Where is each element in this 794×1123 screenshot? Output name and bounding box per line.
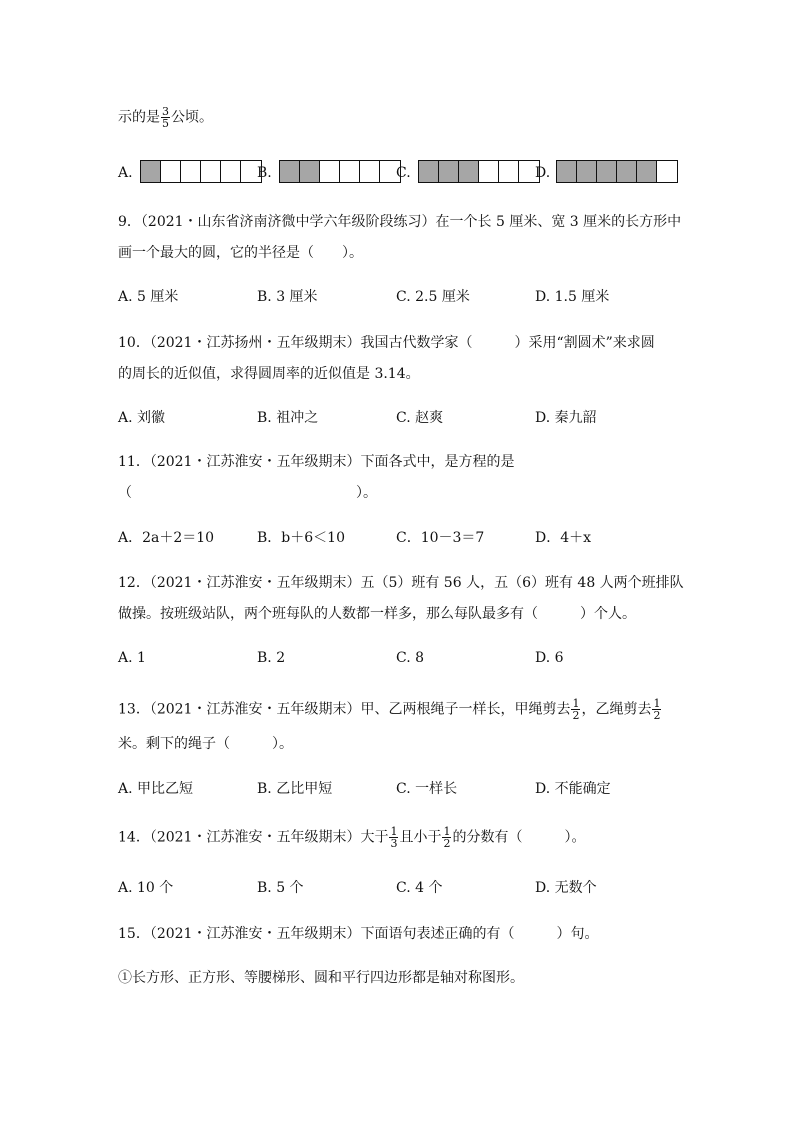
q13-option-b: B. 乙比甲短: [257, 781, 333, 797]
shaded-cell: [597, 161, 617, 182]
empty-cell: [499, 161, 519, 182]
empty-cell: [161, 161, 181, 182]
q13-option-c: C. 一样长: [396, 781, 458, 797]
empty-cell: [340, 161, 360, 182]
q8-option-a-grid: [140, 160, 262, 183]
q13-option-a: A. 甲比乙短: [118, 781, 194, 797]
q12-option-d: D. 6: [535, 650, 564, 666]
shaded-cell: [280, 161, 300, 182]
q8-option-c-letter: C.: [396, 165, 411, 181]
shaded-cell: [459, 161, 479, 182]
q12-option-c: C. 8: [396, 650, 425, 666]
empty-cell: [201, 161, 221, 182]
q10-option-d: D. 秦九韶: [535, 410, 597, 426]
q10-line1: 10．（2021・江苏扬州・五年级期末）我国古代数学家（ ）采用“割圆术”来求圆: [118, 335, 655, 351]
q14-option-a: A. 10 个: [118, 880, 174, 896]
shaded-cell: [637, 161, 657, 182]
q11-option-c: C．10－3＝7: [396, 530, 485, 546]
q12-line1: 12．（2021・江苏淮安・五年级期末）五（5）班有 56 人，五（6）班有 48 人两个班排队: [118, 575, 684, 591]
q9-option-c: C. 2.5 厘米: [396, 289, 470, 305]
q11-option-d: D．4＋x: [535, 530, 592, 546]
q14-fraction-2: [442, 826, 451, 849]
q10-option-c: C. 赵爽: [396, 410, 444, 426]
shaded-cell: [439, 161, 459, 182]
q13-line1-b: ，乙绳剪去: [581, 701, 652, 718]
q9-option-b: B. 3 厘米: [257, 289, 318, 305]
q8-line: [118, 106, 213, 129]
q8-option-d-grid: [556, 160, 678, 183]
q8-option-c-grid: [418, 160, 540, 183]
q14-line-a: 14．（2021・江苏淮安・五年级期末）大于: [118, 829, 389, 846]
q8-fraction: [161, 106, 170, 129]
q14-line-c: 的分数有（ ）。: [452, 829, 586, 846]
q13-fraction-2: [652, 698, 661, 721]
shaded-cell: [141, 161, 161, 182]
shaded-cell: [557, 161, 577, 182]
q13-frac2-num: 1: [653, 697, 661, 710]
q8-option-b-letter: B.: [257, 165, 272, 181]
q13-line1: [118, 698, 662, 721]
q14-line-b: 且小于: [399, 829, 442, 846]
q12-line2: 做操。按班级站队，两个班每队的人数都一样多，那么每队最多有（ ）个人。: [118, 606, 636, 622]
shaded-cell: [419, 161, 439, 182]
q12-option-a: A. 1: [118, 650, 146, 666]
q8-option-b-grid: [279, 160, 401, 183]
shaded-cell: [577, 161, 597, 182]
shaded-cell: [300, 161, 320, 182]
q12-option-b: B. 2: [257, 650, 286, 666]
q15-line1: 15．（2021・江苏淮安・五年级期末）下面语句表述正确的有（ ）句。: [118, 926, 599, 942]
q13-frac1-den: 2: [572, 709, 580, 722]
q11-option-a: A．2a＋2＝10: [118, 530, 215, 546]
q10-option-a: A. 刘徽: [118, 410, 166, 426]
q9-line1: 9．（2021・山东省济南济微中学六年级阶段练习）在一个长 5 厘米、宽 3 厘米的长方形中: [118, 214, 682, 230]
q14-fraction-1: [389, 826, 398, 849]
q14-frac1-num: 1: [390, 825, 398, 838]
q14-frac1-den: 3: [390, 837, 398, 850]
q8-option-a-letter: A.: [118, 165, 133, 181]
q9-option-a: A. 5 厘米: [118, 289, 179, 305]
q13-fraction-1: [571, 698, 580, 721]
empty-cell: [360, 161, 380, 182]
q13-frac1-num: 1: [572, 697, 580, 710]
empty-cell: [221, 161, 241, 182]
q8-suffix: 公顷。: [171, 109, 213, 126]
q13-line2: 米。剩下的绳子（ ）。: [118, 736, 293, 752]
empty-cell: [479, 161, 499, 182]
q14-frac2-den: 2: [443, 837, 451, 850]
empty-cell: [657, 161, 677, 182]
q10-line2: 的周长的近似值，求得圆周率的近似值是 3.14。: [118, 366, 420, 382]
empty-cell: [320, 161, 340, 182]
q11-line1: 11．（2021・江苏淮安・五年级期末）下面各式中，是方程的是: [118, 454, 515, 470]
q14-option-b: B. 5 个: [257, 880, 304, 896]
q13-frac2-den: 2: [653, 709, 661, 722]
q10-option-b: B. 祖冲之: [257, 410, 319, 426]
q15-line2: ①长方形、正方形、等腰梯形、圆和平行四边形都是轴对称图形。: [118, 970, 524, 986]
q13-line1-a: 13．（2021・江苏淮安・五年级期末）甲、乙两根绳子一样长，甲绳剪去: [118, 701, 571, 718]
shaded-cell: [617, 161, 637, 182]
q9-line2: 画一个最大的圆，它的半径是（ ）。: [118, 245, 363, 261]
q14-frac2-num: 1: [443, 825, 451, 838]
empty-cell: [181, 161, 201, 182]
q14-option-c: C. 4 个: [396, 880, 443, 896]
q14-option-d: D. 无数个: [535, 880, 597, 896]
q13-option-d: D. 不能确定: [535, 781, 611, 797]
q8-option-d-letter: D.: [535, 165, 551, 181]
q8-frac-den: 5: [162, 117, 169, 130]
q8-frac-num: 3: [162, 105, 169, 118]
q11-option-b: B．b＋6＜10: [257, 530, 345, 546]
q11-line2: （ ）。: [118, 485, 377, 501]
q14-line: [118, 826, 585, 849]
q8-prefix: 示的是: [118, 109, 160, 126]
q9-option-d: D. 1.5 厘米: [535, 289, 610, 305]
